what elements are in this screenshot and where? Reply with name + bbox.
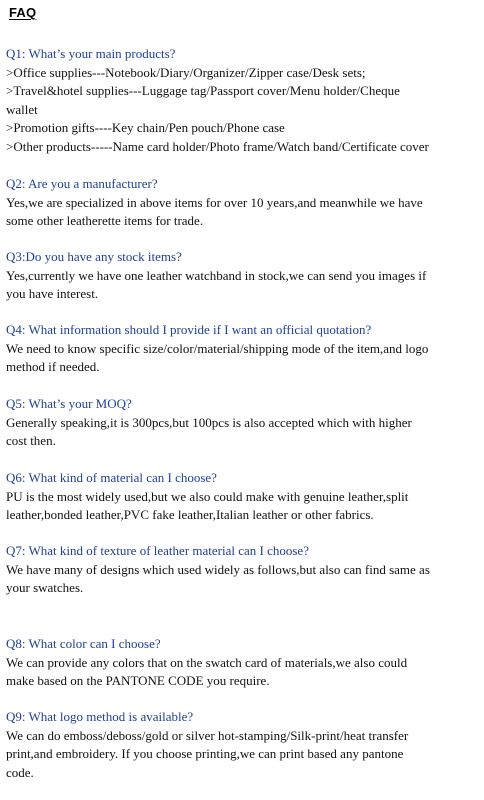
answer-q3-line-2: you have interest.: [6, 286, 99, 301]
answer-q8-line-2: make based on the PANTONE CODE you require.: [6, 673, 270, 688]
answer-q5-line-1: Generally speaking,it is 300pcs,but 100pcs is also accepted which with higher: [6, 414, 412, 430]
answer-q5-line-2: cost then.: [6, 433, 56, 448]
faq-item-q7: [6, 542, 484, 598]
answer-q6-line-1: PU is the most widely used,but we also could make with genuine leather,split: [6, 488, 409, 504]
faq-item-q4: [6, 321, 484, 377]
answer-q1-line-5: >Other products-----Name card holder/Photo frame/Watch band/Certificate cover: [6, 138, 429, 154]
faq-item-q3: [6, 248, 484, 304]
answer-q6-line-2: leather,bonded leather,PVC fake leather,Italian leather or other fabrics.: [6, 507, 374, 522]
question-q7: Q7: What kind of texture of leather material can I choose?: [6, 543, 309, 558]
answer-q2-line-2: some other leatherette items for trade.: [6, 213, 204, 228]
question-q1: Q1: What’s your main products?: [6, 46, 176, 61]
answer-q9-line-3: code.: [6, 764, 34, 780]
question-q3: Q3:Do you have any stock items?: [6, 249, 182, 264]
answer-q9-line-1: We can do emboss/deboss/gold or silver hot-stamping/Silk-print/heat transfer: [6, 727, 409, 743]
answer-q1-line-2: >Travel&hotel supplies---Luggage tag/Passport cover/Menu holder/Cheque: [6, 83, 400, 98]
answer-q1-line-4: >Promotion gifts----Key chain/Pen pouch/Phone case: [6, 120, 285, 135]
question-q6: Q6: What kind of material can I choose?: [6, 470, 217, 485]
answer-q1-line-3: wallet: [6, 101, 38, 117]
answer-q8-line-1: We can provide any colors that on the swatch card of materials,we also could: [6, 654, 408, 670]
question-q8: Q8: What color can I choose?: [6, 636, 161, 651]
faq-item-q2: [6, 175, 484, 231]
question-q2: Q2: Are you a manufacturer?: [6, 176, 158, 191]
question-q9: Q9: What logo method is available?: [6, 709, 194, 724]
answer-q1-line-1: >Office supplies---Notebook/Diary/Organizer/Zipper case/Desk sets;: [6, 64, 366, 80]
answer-q7-line-2: your swatches.: [6, 580, 84, 595]
faq-item-q6: [6, 469, 484, 525]
faq-item-q9: [6, 708, 484, 782]
faq-item-q8: [6, 635, 484, 691]
question-q4: Q4: What information should I provide if I want an official quotation?: [6, 322, 372, 337]
answer-q3-line-1: Yes,currently we have one leather watchband in stock,we can send you images if: [6, 267, 427, 283]
answer-q4-line-1: We need to know specific size/color/material/shipping mode of the item,and logo: [6, 340, 429, 356]
question-q5: Q5: What’s your MOQ?: [6, 396, 132, 411]
faq-item-q5: [6, 395, 484, 451]
answer-q9-line-2: print,and embroidery. If you choose printing,we can print based any pantone: [6, 746, 404, 761]
answer-q2-line-1: Yes,we are specialized in above items for over 10 years,and meanwhile we have: [6, 194, 423, 210]
answer-q4-line-2: method if needed.: [6, 359, 100, 374]
page-title: FAQ: [9, 5, 37, 20]
answer-q7-line-1: We have many of designs which used widely as follows,but also can find same as: [6, 561, 430, 577]
faq-item-q1: [6, 45, 484, 156]
